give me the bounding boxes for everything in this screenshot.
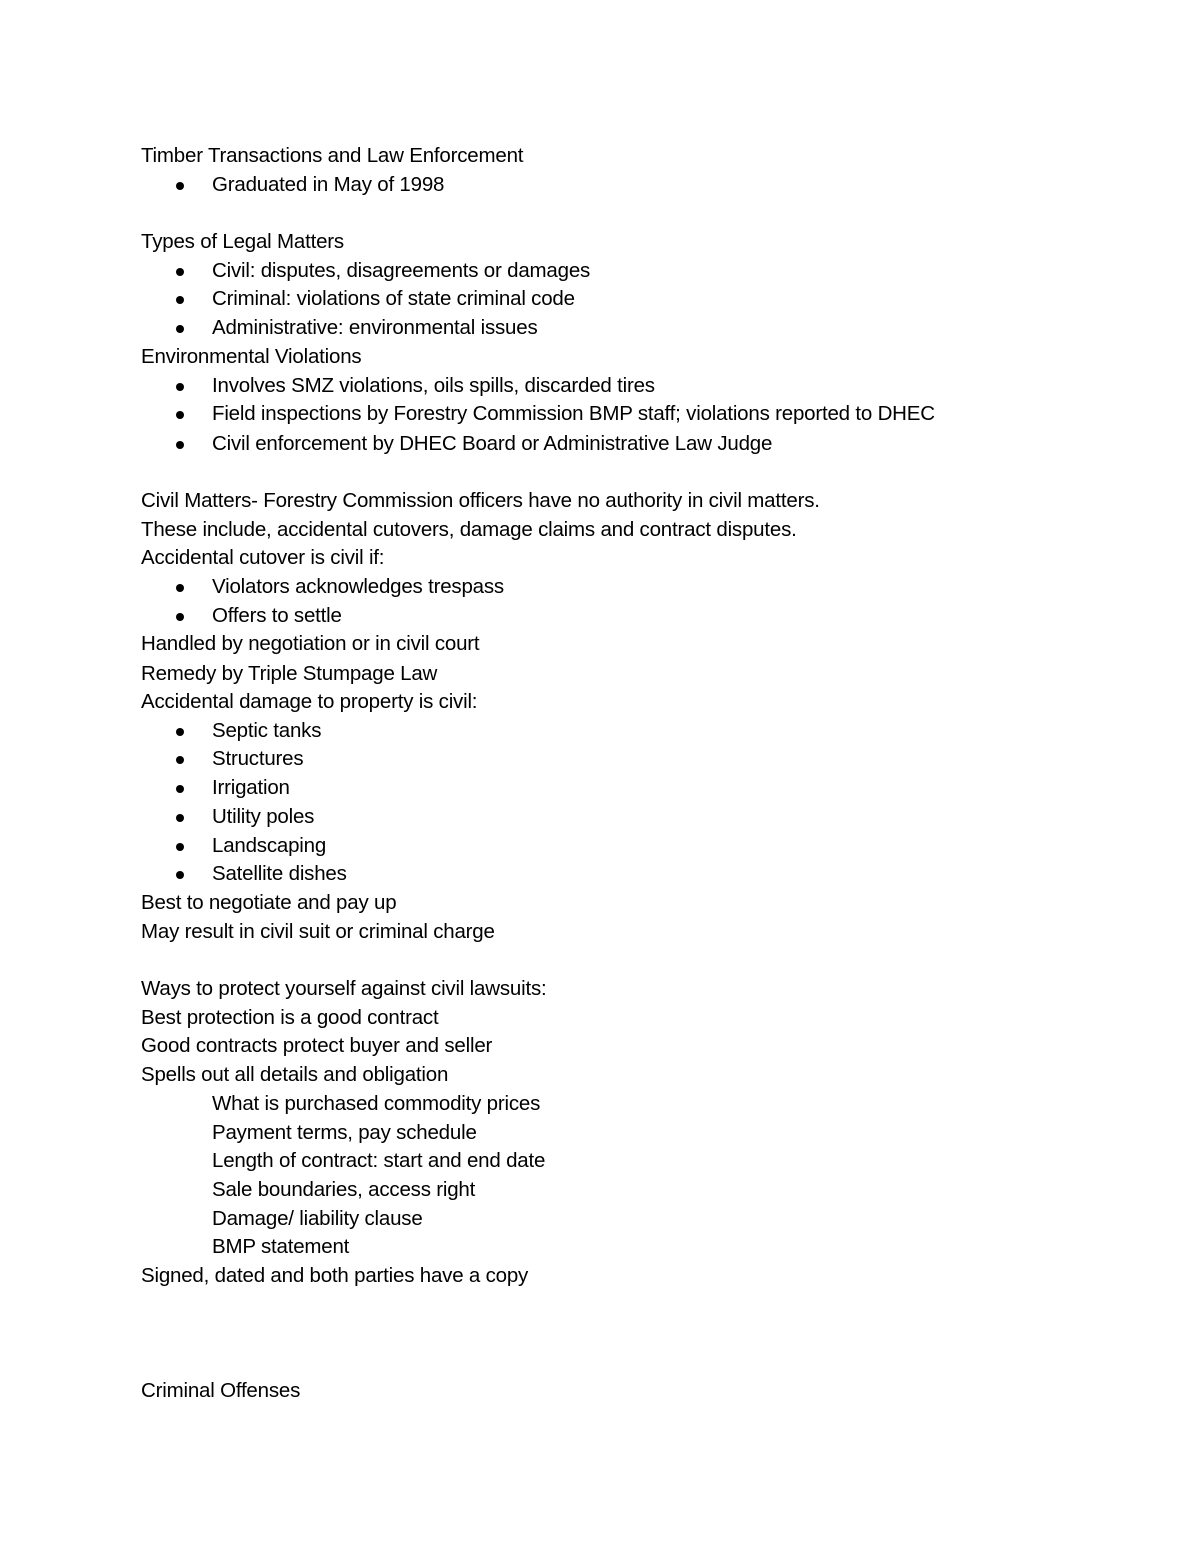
bullet-icon: [176, 756, 184, 764]
bullet-icon: [176, 411, 184, 419]
paragraph-line: Accidental damage to property is civil:: [141, 690, 478, 713]
bullet-icon: [176, 584, 184, 592]
indented-line: Length of contract: start and end date: [212, 1149, 546, 1172]
bullet-icon: [176, 814, 184, 822]
list-item: Civil: disputes, disagreements or damages: [212, 259, 591, 282]
list-item: Structures: [212, 747, 304, 770]
list-item: Satellite dishes: [212, 862, 347, 885]
indented-line: Payment terms, pay schedule: [212, 1121, 477, 1144]
section-heading-environmental: Environmental Violations: [141, 345, 362, 368]
bullet-icon: [176, 613, 184, 621]
paragraph-line: Best to negotiate and pay up: [141, 891, 397, 914]
document-title: Timber Transactions and Law Enforcement: [141, 144, 524, 167]
paragraph-line: Signed, dated and both parties have a copy: [141, 1264, 529, 1287]
paragraph-line: Handled by negotiation or in civil court: [141, 632, 480, 655]
bullet-icon: [176, 325, 184, 333]
paragraph-line: Accidental cutover is civil if:: [141, 546, 385, 569]
list-item: Field inspections by Forestry Commission BMP staff; violations reported to DHEC: [212, 402, 935, 425]
list-item: Landscaping: [212, 834, 327, 857]
list-item: Offers to settle: [212, 604, 342, 627]
paragraph-line: These include, accidental cutovers, damage claims and contract disputes.: [141, 518, 797, 541]
indented-line: Sale boundaries, access right: [212, 1178, 476, 1201]
paragraph-line: Remedy by Triple Stumpage Law: [141, 662, 438, 685]
list-item: Civil enforcement by DHEC Board or Administrative Law Judge: [212, 432, 773, 455]
section-heading-types: Types of Legal Matters: [141, 230, 344, 253]
bullet-icon: [176, 268, 184, 276]
list-item: Irrigation: [212, 776, 290, 799]
bullet-icon: [176, 785, 184, 793]
paragraph-line: Good contracts protect buyer and seller: [141, 1034, 493, 1057]
bullet-icon: [176, 441, 184, 449]
bullet-icon: [176, 383, 184, 391]
bullet-icon: [176, 182, 184, 190]
bullet-icon: [176, 296, 184, 304]
paragraph-line: Best protection is a good contract: [141, 1006, 439, 1029]
list-item: Utility poles: [212, 805, 315, 828]
paragraph-line: Civil Matters- Forestry Commission officers have no authority in civil matters.: [141, 489, 820, 512]
list-item: Criminal: violations of state criminal code: [212, 287, 575, 310]
list-item: Septic tanks: [212, 719, 322, 742]
bullet-icon: [176, 871, 184, 879]
bullet-icon: [176, 843, 184, 851]
indented-line: BMP statement: [212, 1235, 350, 1258]
bullet-icon: [176, 728, 184, 736]
list-item: Violators acknowledges trespass: [212, 575, 504, 598]
indented-line: Damage/ liability clause: [212, 1207, 423, 1230]
list-item: Administrative: environmental issues: [212, 316, 538, 339]
list-item: Involves SMZ violations, oils spills, discarded tires: [212, 374, 655, 397]
indented-line: What is purchased commodity prices: [212, 1092, 541, 1115]
section-heading-criminal: Criminal Offenses: [141, 1379, 301, 1402]
paragraph-line: May result in civil suit or criminal charge: [141, 920, 495, 943]
paragraph-line: Ways to protect yourself against civil lawsuits:: [141, 977, 547, 1000]
list-item: Graduated in May of 1998: [212, 173, 445, 196]
paragraph-line: Spells out all details and obligation: [141, 1063, 449, 1086]
